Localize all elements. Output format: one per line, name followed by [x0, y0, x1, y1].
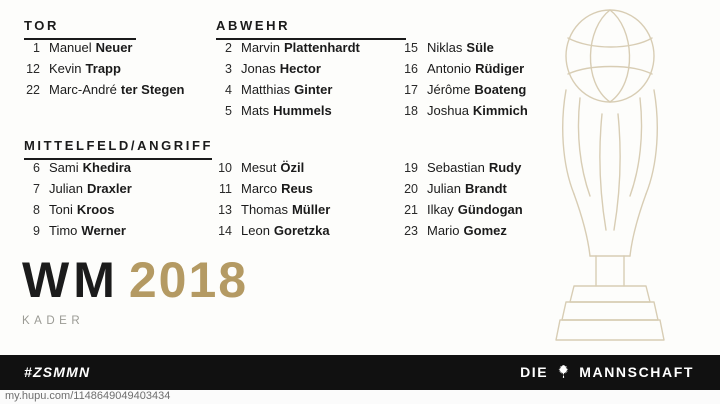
- player-first-name: Mats: [241, 103, 270, 118]
- player-first-name: Julian: [49, 181, 83, 196]
- player-first-name: Joshua: [427, 103, 469, 118]
- player-row: [392, 82, 528, 103]
- player-last-name: Plattenhardt: [284, 40, 360, 55]
- player-row: [392, 223, 523, 244]
- player-number: 12: [26, 62, 40, 76]
- player-first-name: Matthias: [241, 82, 291, 97]
- die-mannschaft-logo: [520, 363, 694, 380]
- player-row: [206, 103, 360, 124]
- player-last-name: Khedira: [82, 160, 132, 175]
- player-row: [392, 181, 523, 202]
- player-number: 23: [404, 224, 418, 238]
- player-first-name: Ilkay: [427, 202, 454, 217]
- player-first-name: Jérôme: [427, 82, 471, 97]
- player-row: [392, 160, 523, 181]
- player-row: [206, 202, 330, 223]
- player-row: [206, 82, 360, 103]
- player-first-name: Mario: [427, 223, 460, 238]
- player-number: 9: [33, 224, 40, 238]
- player-first-name: Manuel: [49, 40, 92, 55]
- section-header-tor: [24, 18, 59, 37]
- section-header-mittelfeld-angriff: [24, 138, 213, 157]
- player-first-name: Mesut: [241, 160, 277, 175]
- section-label-mittelfeld-angriff: MITTELFELD/ANGRIFF: [24, 138, 214, 153]
- player-row: [392, 40, 528, 61]
- player-number: 20: [404, 182, 418, 196]
- player-first-name: Kevin: [49, 61, 82, 76]
- player-first-name: Sebastian: [427, 160, 485, 175]
- player-last-name: ter Stegen: [120, 82, 185, 97]
- player-column-tor: [14, 40, 185, 103]
- player-last-name: Brandt: [464, 181, 507, 196]
- player-column-mittelfeld-right: [392, 160, 523, 244]
- player-number: 7: [33, 182, 40, 196]
- player-number: 1: [33, 41, 40, 55]
- brand-word-mannschaft: MANNSCHAFT: [579, 363, 694, 380]
- player-row: [392, 202, 523, 223]
- player-first-name: Timo: [49, 223, 78, 238]
- player-last-name: Werner: [81, 223, 126, 238]
- player-first-name: Antonio: [427, 61, 472, 76]
- player-last-name: Goretzka: [273, 223, 330, 238]
- player-number: 19: [404, 161, 418, 175]
- poster-title-block: [22, 252, 249, 327]
- player-number: 3: [225, 62, 232, 76]
- player-first-name: Jonas: [241, 61, 276, 76]
- player-column-abwehr-left: [206, 40, 360, 124]
- player-last-name: Boateng: [474, 82, 527, 97]
- poster-year: 2018: [128, 252, 249, 308]
- player-column-abwehr-right: [392, 40, 528, 124]
- player-number: 6: [33, 161, 40, 175]
- player-row: [14, 61, 185, 82]
- player-first-name: Niklas: [427, 40, 463, 55]
- player-first-name: Thomas: [241, 202, 288, 217]
- player-last-name: Gomez: [463, 223, 507, 238]
- player-row: [14, 223, 132, 244]
- player-last-name: Müller: [291, 202, 331, 217]
- player-last-name: Hummels: [273, 103, 332, 118]
- player-number: 5: [225, 104, 232, 118]
- player-number: 4: [225, 83, 232, 97]
- player-last-name: Özil: [280, 160, 305, 175]
- player-last-name: Kimmich: [472, 103, 528, 118]
- player-first-name: Toni: [49, 202, 73, 217]
- player-last-name: Rudy: [488, 160, 522, 175]
- player-number: 13: [218, 203, 232, 217]
- player-row: [14, 181, 132, 202]
- player-first-name: Marc-André: [49, 82, 117, 97]
- player-row: [206, 160, 330, 181]
- player-column-mittelfeld-center: [206, 160, 330, 244]
- player-row: [392, 61, 528, 82]
- poster-title-line: [22, 252, 249, 308]
- eagle-icon: [555, 363, 572, 380]
- player-row: [14, 40, 185, 61]
- player-first-name: Marvin: [241, 40, 281, 55]
- player-number: 21: [404, 203, 418, 217]
- player-row: [206, 40, 360, 61]
- player-row: [206, 181, 330, 202]
- player-last-name: Süle: [466, 40, 494, 55]
- section-label-abwehr: ABWEHR: [216, 18, 291, 33]
- player-last-name: Draxler: [86, 181, 132, 196]
- player-column-mittelfeld-left: [14, 160, 132, 244]
- section-label-tor: TOR: [24, 18, 60, 33]
- poster-subtitle: KADER: [22, 315, 85, 327]
- player-first-name: Marco: [241, 181, 278, 196]
- player-number: 15: [404, 41, 418, 55]
- player-row: [14, 82, 185, 103]
- player-number: 2: [225, 41, 232, 55]
- player-row: [14, 202, 132, 223]
- source-url-bar: [0, 390, 720, 404]
- player-number: 8: [33, 203, 40, 217]
- brand-word-die: DIE: [520, 363, 549, 380]
- player-last-name: Ginter: [294, 82, 333, 97]
- player-last-name: Gündogan: [457, 202, 523, 217]
- player-row: [206, 223, 330, 244]
- player-last-name: Trapp: [85, 61, 121, 76]
- player-row: [206, 61, 360, 82]
- player-number: 10: [218, 161, 232, 175]
- player-number: 17: [404, 83, 418, 97]
- player-first-name: Julian: [427, 181, 461, 196]
- section-header-abwehr: [216, 18, 290, 37]
- player-number: 16: [404, 62, 418, 76]
- hashtag-label: #ZSMMN: [24, 364, 91, 380]
- player-row: [14, 160, 132, 181]
- player-number: 18: [404, 104, 418, 118]
- player-last-name: Neuer: [95, 40, 133, 55]
- player-last-name: Hector: [279, 61, 321, 76]
- player-last-name: Rüdiger: [475, 61, 525, 76]
- poster-footer: [0, 355, 720, 390]
- page-title: WM: [22, 252, 119, 308]
- player-first-name: Sami: [49, 160, 79, 175]
- player-first-name: Leon: [241, 223, 270, 238]
- player-last-name: Reus: [281, 181, 313, 196]
- player-number: 14: [218, 224, 232, 238]
- player-number: 22: [26, 83, 40, 97]
- player-row: [392, 103, 528, 124]
- player-last-name: Kroos: [76, 202, 115, 217]
- player-number: 11: [219, 182, 232, 196]
- source-url-text: my.hupu.com/1148649049403434: [5, 390, 171, 402]
